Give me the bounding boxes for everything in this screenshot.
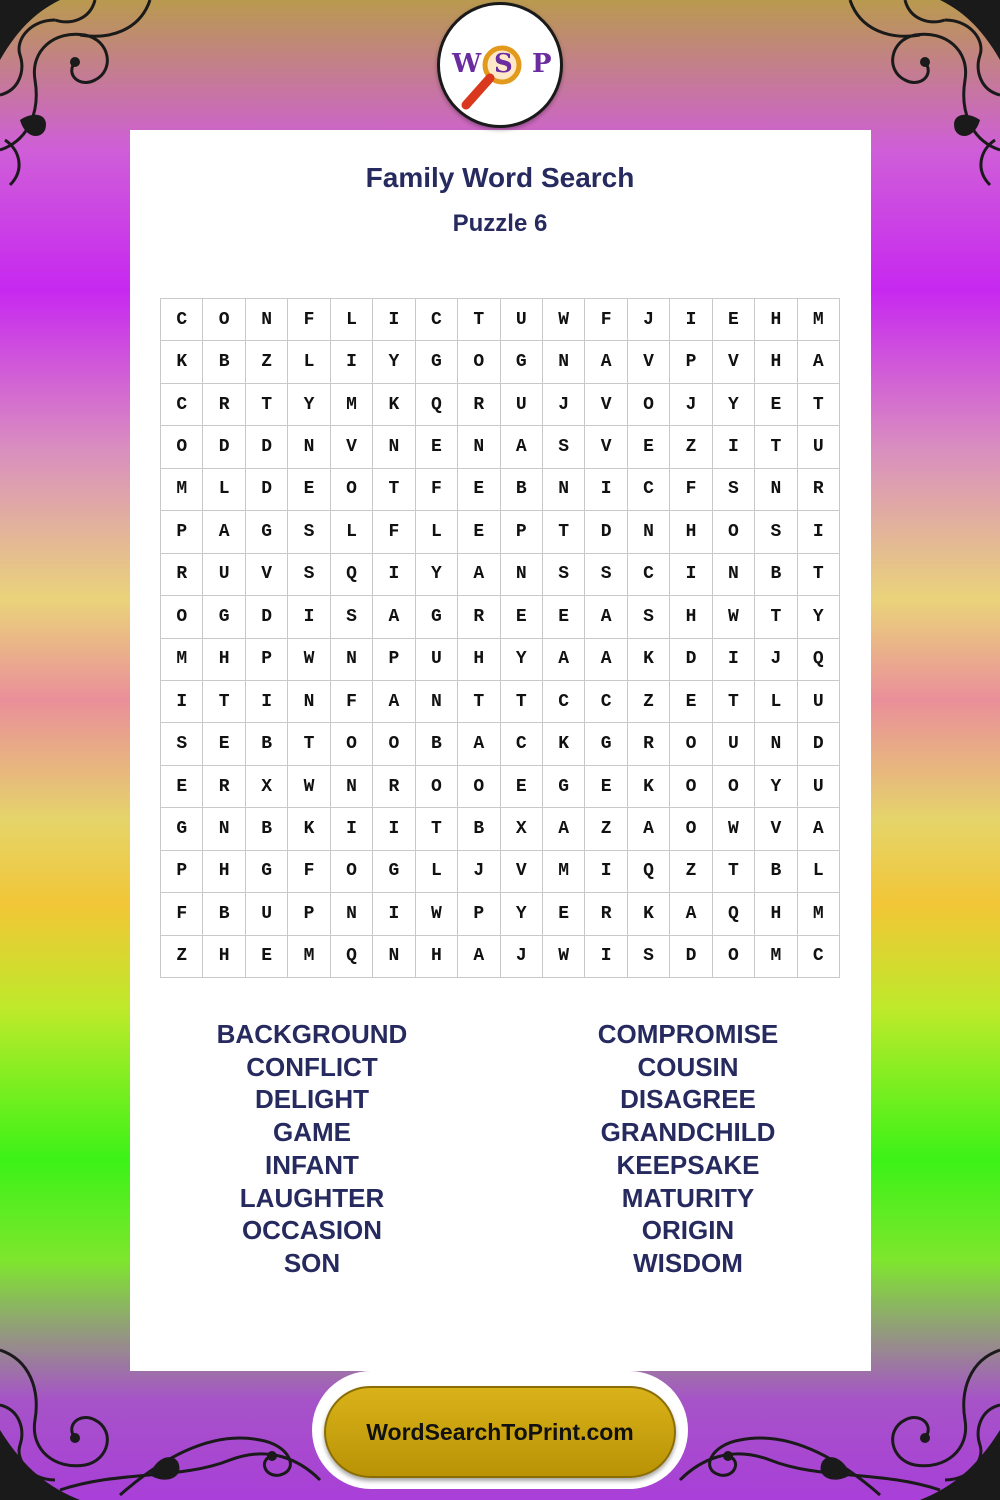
grid-cell[interactable]: L bbox=[331, 511, 373, 553]
grid-cell[interactable]: S bbox=[331, 596, 373, 638]
grid-cell[interactable]: C bbox=[585, 681, 627, 723]
grid-cell[interactable]: U bbox=[798, 426, 840, 468]
grid-cell[interactable]: E bbox=[288, 469, 330, 511]
grid-cell[interactable]: R bbox=[798, 469, 840, 511]
grid-cell[interactable]: M bbox=[798, 893, 840, 935]
word-list-item: LAUGHTER bbox=[239, 1182, 385, 1213]
grid-cell[interactable]: Q bbox=[331, 936, 373, 978]
grid-cell[interactable]: P bbox=[161, 511, 203, 553]
grid-cell[interactable]: M bbox=[798, 299, 840, 341]
grid-cell[interactable]: V bbox=[713, 341, 755, 383]
grid-cell[interactable]: T bbox=[246, 384, 288, 426]
grid-cell[interactable]: S bbox=[161, 723, 203, 765]
grid-cell[interactable]: Y bbox=[501, 893, 543, 935]
grid-cell[interactable]: T bbox=[501, 681, 543, 723]
word-list-item: OCCASION bbox=[241, 1215, 383, 1246]
grid-cell[interactable]: P bbox=[501, 511, 543, 553]
grid-cell[interactable]: R bbox=[585, 893, 627, 935]
word-list-item: SON bbox=[283, 1247, 341, 1278]
grid-cell[interactable]: T bbox=[288, 723, 330, 765]
grid-cell[interactable]: W bbox=[713, 596, 755, 638]
grid-cell[interactable]: G bbox=[246, 511, 288, 553]
word-list-item: COUSIN bbox=[637, 1051, 739, 1082]
grid-cell[interactable]: E bbox=[246, 936, 288, 978]
grid-cell[interactable]: N bbox=[331, 639, 373, 681]
grid-cell[interactable]: F bbox=[288, 299, 330, 341]
grid-cell[interactable]: R bbox=[458, 596, 500, 638]
grid-cell[interactable]: S bbox=[585, 554, 627, 596]
grid-cell[interactable]: O bbox=[161, 596, 203, 638]
grid-cell[interactable]: X bbox=[501, 808, 543, 850]
word-list-item: BACKGROUND bbox=[216, 1019, 408, 1049]
grid-cell[interactable]: U bbox=[501, 299, 543, 341]
grid-cell[interactable]: D bbox=[670, 639, 712, 681]
grid-cell[interactable]: I bbox=[161, 681, 203, 723]
grid-cell[interactable]: H bbox=[670, 596, 712, 638]
grid-cell[interactable]: N bbox=[331, 766, 373, 808]
grid-cell[interactable]: U bbox=[416, 639, 458, 681]
grid-cell[interactable]: D bbox=[203, 426, 245, 468]
grid-cell[interactable]: J bbox=[628, 299, 670, 341]
grid-cell[interactable]: K bbox=[161, 341, 203, 383]
grid-cell[interactable]: Q bbox=[628, 851, 670, 893]
grid-cell[interactable]: Q bbox=[416, 384, 458, 426]
grid-cell[interactable]: B bbox=[246, 723, 288, 765]
grid-cell[interactable]: N bbox=[331, 893, 373, 935]
grid-cell[interactable]: T bbox=[373, 469, 415, 511]
grid-cell[interactable]: I bbox=[246, 681, 288, 723]
grid-cell[interactable]: M bbox=[161, 469, 203, 511]
grid-cell[interactable]: R bbox=[161, 554, 203, 596]
grid-cell[interactable]: E bbox=[543, 596, 585, 638]
grid-cell[interactable]: G bbox=[585, 723, 627, 765]
grid-cell[interactable]: P bbox=[458, 893, 500, 935]
grid-cell[interactable]: K bbox=[628, 893, 670, 935]
grid-cell[interactable]: Z bbox=[585, 808, 627, 850]
puzzle-number: Puzzle 6 bbox=[452, 210, 548, 237]
grid-cell[interactable]: D bbox=[670, 936, 712, 978]
word-list-item: ORIGIN bbox=[641, 1215, 735, 1246]
grid-cell[interactable]: E bbox=[670, 681, 712, 723]
grid-cell[interactable]: T bbox=[416, 808, 458, 850]
grid-cell[interactable]: I bbox=[373, 893, 415, 935]
grid-cell[interactable]: F bbox=[288, 851, 330, 893]
grid-cell[interactable]: F bbox=[416, 469, 458, 511]
grid-cell[interactable]: N bbox=[203, 808, 245, 850]
grid-cell[interactable]: Q bbox=[713, 893, 755, 935]
grid-cell[interactable]: H bbox=[203, 936, 245, 978]
grid-cell[interactable]: O bbox=[670, 808, 712, 850]
grid-cell[interactable]: D bbox=[246, 596, 288, 638]
grid-cell[interactable]: I bbox=[585, 936, 627, 978]
grid-cell[interactable]: Z bbox=[246, 341, 288, 383]
word-list-left bbox=[122, 1018, 502, 1280]
grid-cell[interactable]: P bbox=[670, 341, 712, 383]
grid-cell[interactable]: G bbox=[416, 341, 458, 383]
grid-cell[interactable]: A bbox=[585, 639, 627, 681]
grid-cell[interactable]: A bbox=[373, 596, 415, 638]
grid-cell[interactable]: K bbox=[628, 639, 670, 681]
grid-cell[interactable]: M bbox=[288, 936, 330, 978]
letter-grid bbox=[160, 298, 840, 978]
grid-cell[interactable]: A bbox=[543, 808, 585, 850]
grid-cell[interactable]: R bbox=[458, 384, 500, 426]
grid-cell[interactable]: I bbox=[288, 596, 330, 638]
grid-cell[interactable]: N bbox=[755, 469, 797, 511]
grid-cell[interactable]: K bbox=[373, 384, 415, 426]
grid-cell[interactable]: U bbox=[246, 893, 288, 935]
grid-cell[interactable]: A bbox=[585, 596, 627, 638]
grid-cell[interactable]: L bbox=[755, 681, 797, 723]
grid-cell[interactable]: C bbox=[416, 299, 458, 341]
grid-cell[interactable]: T bbox=[543, 511, 585, 553]
grid-cell[interactable]: E bbox=[501, 766, 543, 808]
grid-cell[interactable]: I bbox=[798, 511, 840, 553]
grid-cell[interactable]: Z bbox=[161, 936, 203, 978]
grid-cell[interactable]: A bbox=[458, 554, 500, 596]
grid-cell[interactable]: I bbox=[373, 808, 415, 850]
grid-cell[interactable]: J bbox=[458, 851, 500, 893]
grid-cell[interactable]: D bbox=[246, 426, 288, 468]
grid-cell[interactable]: O bbox=[670, 723, 712, 765]
grid-cell[interactable]: L bbox=[798, 851, 840, 893]
grid-cell[interactable]: V bbox=[501, 851, 543, 893]
grid-cell[interactable]: J bbox=[543, 384, 585, 426]
grid-cell[interactable]: C bbox=[628, 469, 670, 511]
logo-letter-s: S bbox=[494, 49, 513, 79]
grid-cell[interactable]: B bbox=[416, 723, 458, 765]
grid-cell[interactable]: H bbox=[416, 936, 458, 978]
grid-cell[interactable]: C bbox=[501, 723, 543, 765]
grid-cell[interactable]: Y bbox=[416, 554, 458, 596]
grid-cell[interactable]: N bbox=[713, 554, 755, 596]
grid-cell[interactable]: L bbox=[288, 341, 330, 383]
word-list-item: MATURITY bbox=[621, 1182, 755, 1213]
grid-cell[interactable]: O bbox=[713, 766, 755, 808]
grid-cell[interactable]: C bbox=[798, 936, 840, 978]
grid-cell[interactable]: H bbox=[670, 511, 712, 553]
grid-cell[interactable]: T bbox=[458, 681, 500, 723]
grid-cell[interactable]: E bbox=[713, 299, 755, 341]
grid-cell[interactable]: P bbox=[373, 639, 415, 681]
grid-cell[interactable]: G bbox=[203, 596, 245, 638]
grid-cell[interactable]: T bbox=[713, 851, 755, 893]
grid-cell[interactable]: E bbox=[628, 426, 670, 468]
grid-cell[interactable]: I bbox=[713, 426, 755, 468]
grid-cell[interactable]: I bbox=[331, 341, 373, 383]
grid-cell[interactable]: E bbox=[458, 511, 500, 553]
grid-cell[interactable]: Z bbox=[670, 426, 712, 468]
grid-cell[interactable]: O bbox=[458, 341, 500, 383]
grid-cell[interactable]: R bbox=[628, 723, 670, 765]
grid-cell[interactable]: W bbox=[713, 808, 755, 850]
grid-cell[interactable]: V bbox=[755, 808, 797, 850]
grid-cell[interactable]: D bbox=[585, 511, 627, 553]
grid-cell[interactable]: F bbox=[670, 469, 712, 511]
grid-cell[interactable]: A bbox=[458, 936, 500, 978]
grid-cell[interactable]: N bbox=[373, 936, 415, 978]
grid-cell[interactable]: W bbox=[543, 936, 585, 978]
grid-cell[interactable]: N bbox=[246, 299, 288, 341]
grid-cell[interactable]: G bbox=[543, 766, 585, 808]
grid-cell[interactable]: A bbox=[628, 808, 670, 850]
grid-cell[interactable]: A bbox=[670, 893, 712, 935]
grid-cell[interactable]: S bbox=[543, 426, 585, 468]
grid-cell[interactable]: O bbox=[416, 766, 458, 808]
grid-cell[interactable]: V bbox=[331, 426, 373, 468]
grid-cell[interactable]: V bbox=[585, 384, 627, 426]
grid-cell[interactable]: O bbox=[713, 936, 755, 978]
site-logo[interactable] bbox=[437, 2, 563, 128]
grid-cell[interactable]: H bbox=[755, 893, 797, 935]
grid-cell[interactable]: E bbox=[161, 766, 203, 808]
grid-cell[interactable]: E bbox=[755, 384, 797, 426]
grid-cell[interactable]: A bbox=[373, 681, 415, 723]
grid-cell[interactable]: H bbox=[203, 639, 245, 681]
grid-cell[interactable]: E bbox=[458, 469, 500, 511]
grid-cell[interactable]: K bbox=[543, 723, 585, 765]
grid-cell[interactable]: T bbox=[755, 426, 797, 468]
grid-cell[interactable]: F bbox=[331, 681, 373, 723]
grid-cell[interactable]: B bbox=[501, 469, 543, 511]
grid-cell[interactable]: T bbox=[798, 384, 840, 426]
page-title: Family Word Search bbox=[365, 162, 635, 193]
grid-cell[interactable]: O bbox=[670, 766, 712, 808]
website-link-button[interactable]: WordSearchToPrint.com bbox=[324, 1386, 676, 1478]
grid-cell[interactable]: I bbox=[670, 299, 712, 341]
grid-cell[interactable]: G bbox=[373, 851, 415, 893]
grid-cell[interactable]: L bbox=[203, 469, 245, 511]
grid-cell[interactable]: S bbox=[755, 511, 797, 553]
grid-cell[interactable]: U bbox=[798, 681, 840, 723]
grid-cell[interactable]: U bbox=[501, 384, 543, 426]
grid-cell[interactable]: X bbox=[246, 766, 288, 808]
grid-cell[interactable]: N bbox=[416, 681, 458, 723]
grid-cell[interactable]: N bbox=[628, 511, 670, 553]
grid-cell[interactable]: A bbox=[203, 511, 245, 553]
grid-cell[interactable]: M bbox=[543, 851, 585, 893]
grid-cell[interactable]: S bbox=[288, 511, 330, 553]
grid-cell[interactable]: W bbox=[416, 893, 458, 935]
grid-cell[interactable]: D bbox=[246, 469, 288, 511]
grid-cell[interactable]: Y bbox=[713, 384, 755, 426]
grid-cell[interactable]: R bbox=[203, 384, 245, 426]
grid-cell[interactable]: I bbox=[373, 554, 415, 596]
grid-cell[interactable]: A bbox=[798, 341, 840, 383]
grid-cell[interactable]: E bbox=[585, 766, 627, 808]
grid-cell[interactable]: T bbox=[458, 299, 500, 341]
grid-cell[interactable]: E bbox=[501, 596, 543, 638]
word-list-item: KEEPSAKE bbox=[616, 1149, 760, 1180]
grid-cell[interactable]: V bbox=[585, 426, 627, 468]
grid-cell[interactable]: W bbox=[288, 766, 330, 808]
grid-cell[interactable]: Y bbox=[373, 341, 415, 383]
grid-cell[interactable]: Y bbox=[288, 384, 330, 426]
grid-cell[interactable]: M bbox=[161, 639, 203, 681]
grid-cell[interactable]: H bbox=[755, 299, 797, 341]
grid-cell[interactable]: P bbox=[288, 893, 330, 935]
word-list-item: DISAGREE bbox=[620, 1084, 756, 1115]
grid-cell[interactable]: J bbox=[670, 384, 712, 426]
grid-cell[interactable]: E bbox=[416, 426, 458, 468]
grid-cell[interactable]: Z bbox=[628, 681, 670, 723]
grid-cell[interactable]: I bbox=[373, 299, 415, 341]
grid-cell[interactable]: O bbox=[331, 469, 373, 511]
grid-cell[interactable]: N bbox=[543, 469, 585, 511]
grid-cell[interactable]: Y bbox=[798, 596, 840, 638]
grid-cell[interactable]: A bbox=[585, 341, 627, 383]
grid-cell[interactable]: M bbox=[755, 936, 797, 978]
grid-cell[interactable]: H bbox=[458, 639, 500, 681]
grid-cell[interactable]: M bbox=[331, 384, 373, 426]
grid-cell[interactable]: O bbox=[161, 426, 203, 468]
grid-cell[interactable]: B bbox=[203, 341, 245, 383]
grid-cell[interactable]: F bbox=[161, 893, 203, 935]
grid-cell[interactable]: J bbox=[755, 639, 797, 681]
grid-cell[interactable]: T bbox=[203, 681, 245, 723]
logo-letter-w: W bbox=[452, 49, 482, 79]
grid-cell[interactable]: N bbox=[458, 426, 500, 468]
word-list-item: CONFLICT bbox=[246, 1051, 378, 1082]
grid-cell[interactable]: B bbox=[203, 893, 245, 935]
grid-cell[interactable]: N bbox=[501, 554, 543, 596]
grid-cell[interactable]: Q bbox=[798, 639, 840, 681]
grid-cell[interactable]: U bbox=[203, 554, 245, 596]
grid-cell[interactable]: S bbox=[628, 936, 670, 978]
grid-cell[interactable]: S bbox=[288, 554, 330, 596]
grid-cell[interactable]: F bbox=[373, 511, 415, 553]
grid-cell[interactable]: N bbox=[288, 426, 330, 468]
grid-cell[interactable]: K bbox=[628, 766, 670, 808]
grid-cell[interactable]: D bbox=[798, 723, 840, 765]
grid-cell[interactable]: V bbox=[628, 341, 670, 383]
grid-cell[interactable]: O bbox=[373, 723, 415, 765]
grid-cell[interactable]: T bbox=[755, 596, 797, 638]
word-list-right bbox=[498, 1018, 878, 1280]
grid-cell[interactable]: O bbox=[628, 384, 670, 426]
grid-cell[interactable]: O bbox=[331, 851, 373, 893]
grid-cell[interactable]: U bbox=[798, 766, 840, 808]
grid-cell[interactable]: L bbox=[416, 851, 458, 893]
grid-cell[interactable]: O bbox=[458, 766, 500, 808]
grid-cell[interactable]: H bbox=[755, 341, 797, 383]
grid-cell[interactable]: S bbox=[713, 469, 755, 511]
grid-cell[interactable]: T bbox=[713, 681, 755, 723]
word-list-item: GAME bbox=[273, 1117, 351, 1148]
grid-cell[interactable]: B bbox=[755, 851, 797, 893]
grid-cell[interactable]: V bbox=[246, 554, 288, 596]
grid-cell[interactable]: Z bbox=[670, 851, 712, 893]
grid-cell[interactable]: S bbox=[628, 596, 670, 638]
grid-cell[interactable]: O bbox=[203, 299, 245, 341]
grid-cell[interactable]: I bbox=[713, 639, 755, 681]
word-list-item: DELIGHT bbox=[254, 1084, 370, 1115]
grid-cell[interactable]: H bbox=[203, 851, 245, 893]
grid-cell[interactable]: C bbox=[543, 681, 585, 723]
grid-cell[interactable]: Y bbox=[755, 766, 797, 808]
grid-cell[interactable]: L bbox=[416, 511, 458, 553]
grid-cell[interactable]: L bbox=[331, 299, 373, 341]
grid-cell[interactable]: Y bbox=[501, 639, 543, 681]
grid-cell[interactable]: E bbox=[543, 893, 585, 935]
grid-cell[interactable]: A bbox=[458, 723, 500, 765]
grid-cell[interactable]: G bbox=[246, 851, 288, 893]
grid-cell[interactable]: P bbox=[246, 639, 288, 681]
grid-cell[interactable]: B bbox=[755, 554, 797, 596]
grid-cell[interactable]: R bbox=[373, 766, 415, 808]
grid-cell[interactable]: N bbox=[373, 426, 415, 468]
word-list-item: INFANT bbox=[265, 1149, 359, 1180]
grid-cell[interactable]: B bbox=[246, 808, 288, 850]
grid-cell[interactable]: G bbox=[501, 341, 543, 383]
word-list-item: WISDOM bbox=[633, 1247, 743, 1278]
grid-cell[interactable]: A bbox=[543, 639, 585, 681]
grid-cell[interactable]: O bbox=[713, 511, 755, 553]
grid-cell[interactable]: W bbox=[288, 639, 330, 681]
grid-cell[interactable]: N bbox=[543, 341, 585, 383]
grid-cell[interactable]: T bbox=[798, 554, 840, 596]
grid-cell[interactable]: C bbox=[628, 554, 670, 596]
grid-cell[interactable]: A bbox=[798, 808, 840, 850]
grid-cell[interactable]: K bbox=[288, 808, 330, 850]
grid-cell[interactable]: F bbox=[585, 299, 627, 341]
grid-cell[interactable]: W bbox=[543, 299, 585, 341]
word-list-item: GRANDCHILD bbox=[600, 1117, 776, 1148]
grid-cell[interactable]: N bbox=[288, 681, 330, 723]
grid-cell[interactable]: G bbox=[161, 808, 203, 850]
grid-cell[interactable]: P bbox=[161, 851, 203, 893]
grid-cell[interactable]: N bbox=[755, 723, 797, 765]
grid-cell[interactable]: E bbox=[203, 723, 245, 765]
grid-cell[interactable]: I bbox=[670, 554, 712, 596]
grid-cell[interactable]: G bbox=[416, 596, 458, 638]
grid-cell[interactable]: O bbox=[331, 723, 373, 765]
logo-letter-p: P bbox=[532, 49, 552, 79]
grid-cell[interactable]: R bbox=[203, 766, 245, 808]
grid-cell[interactable]: Q bbox=[331, 554, 373, 596]
grid-cell[interactable]: I bbox=[585, 851, 627, 893]
word-list-item: COMPROMISE bbox=[597, 1019, 779, 1049]
grid-cell[interactable]: I bbox=[585, 469, 627, 511]
grid-cell[interactable]: I bbox=[331, 808, 373, 850]
grid-cell[interactable]: C bbox=[161, 299, 203, 341]
grid-cell[interactable]: B bbox=[458, 808, 500, 850]
grid-cell[interactable]: J bbox=[501, 936, 543, 978]
grid-cell[interactable]: C bbox=[161, 384, 203, 426]
grid-cell[interactable]: U bbox=[713, 723, 755, 765]
grid-cell[interactable]: S bbox=[543, 554, 585, 596]
grid-cell[interactable]: A bbox=[501, 426, 543, 468]
